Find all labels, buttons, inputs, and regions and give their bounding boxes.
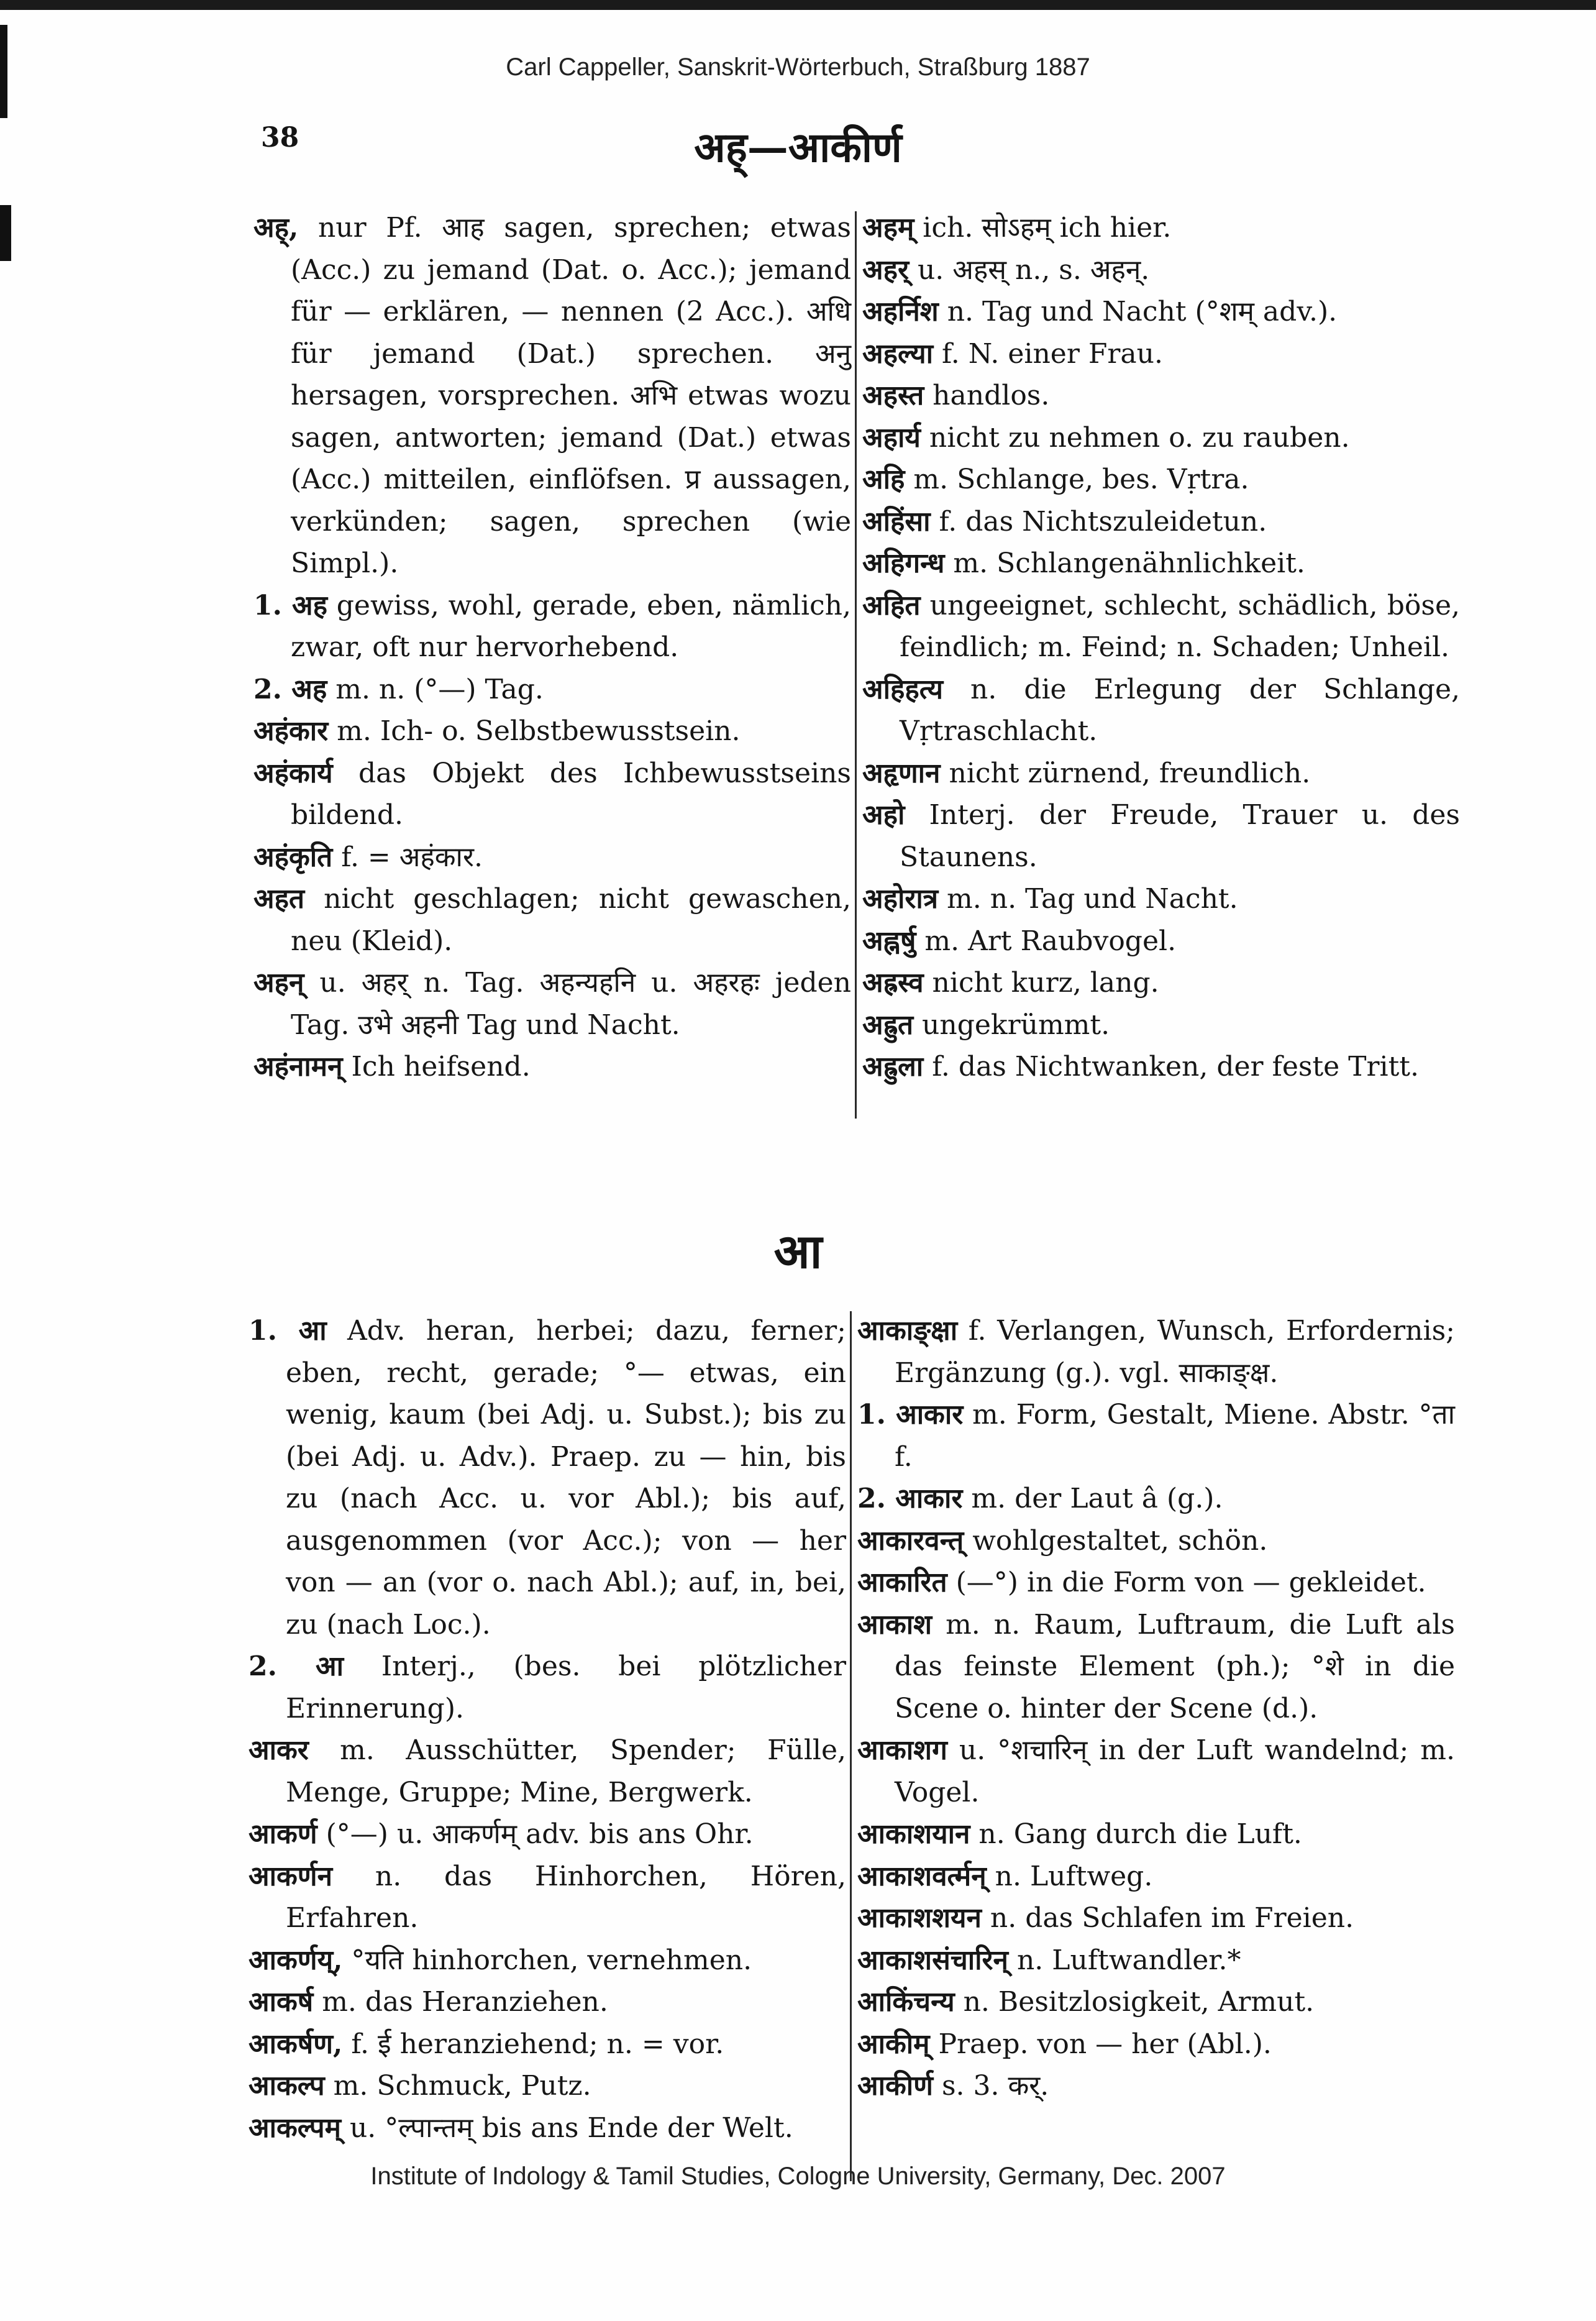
entry-definition: m. der Laut â (g.). — [962, 1483, 1223, 1514]
entry-headword: आकर्षण, — [249, 2028, 343, 2060]
dictionary-entry — [249, 1729, 846, 1813]
entry-definition: n. Besitzlosigkeit, Armut. — [954, 1986, 1315, 2018]
column-top-right — [862, 207, 1460, 1088]
dictionary-entry — [253, 710, 851, 753]
entry-headword: आकिंचन्य — [857, 1986, 955, 2018]
entry-definition: das Objekt des Ichbewusstseins bildend. — [291, 757, 851, 831]
entry-definition: u. अहर् n. Tag. अहन्यहनि u. अहरहः jeden Tag. उभे अहनी Tag und Nacht. — [291, 967, 851, 1041]
entry-headword: अहस्त — [862, 380, 924, 411]
entry-definition: Ich heifsend. — [342, 1051, 531, 1083]
entry-headword: आकाशयान — [857, 1818, 970, 1850]
entry-definition: Adv. heran, herbei; dazu, ferner; eben, recht, gerade; °— etwas, ein wenig, kaum (bei Adj. u. Subst.); bis zu (bei Adj. u. Adv.). Praep. zu — hin, bis zu (nach Acc. u. vor Abl.); bis auf, ausgenommen (vor Acc.); von — her von — an (vor o. nach Abl.); auf, in, bei, zu (nach Loc.). — [286, 1315, 846, 1641]
entry-headword: अहिहत्य — [862, 673, 944, 705]
entry-definition: n. Luftwandler.* — [1008, 1944, 1241, 1976]
dictionary-entry — [862, 333, 1460, 375]
entry-headword: आकल्पम् — [249, 2112, 341, 2144]
entry-headword: अहिगन्ध — [862, 547, 945, 579]
entry-definition: m. n. Raum, Luftraum, die Luft als das feinste Element (ph.); °शे in die Scene o. hinter der Scene (d.). — [895, 1608, 1455, 1724]
entry-headword: अहित — [862, 589, 921, 621]
entry-definition: m. Form, Gestalt, Miene. Abstr. °ता f. — [895, 1399, 1455, 1473]
dictionary-entry — [857, 1897, 1455, 1939]
dictionary-entry — [253, 669, 851, 711]
dictionary-entry — [862, 962, 1460, 1004]
dictionary-entry — [253, 585, 851, 669]
dictionary-entry — [253, 962, 851, 1046]
entry-definition: Interj., (bes. bei plötzlicher Erinnerung). — [286, 1650, 846, 1724]
dictionary-entry — [857, 1813, 1455, 1856]
column-bottom-left — [249, 1310, 846, 2149]
entry-headword: 1. आ — [249, 1315, 327, 1347]
dictionary-entry — [857, 1981, 1455, 2023]
dictionary-entry — [862, 1004, 1460, 1046]
page-header: Carl Cappeller, Sanskrit-Wörterbuch, Straßburg 1887 — [506, 53, 1090, 81]
column-divider-top — [855, 211, 857, 1119]
dictionary-entry — [253, 1046, 851, 1088]
scan-mark-left — [0, 205, 11, 261]
dictionary-entry — [857, 1562, 1455, 1604]
entry-definition: f. Verlangen, Wunsch, Erfordernis; Ergänzung (g.). vgl. साकाङ्क्ष. — [895, 1315, 1455, 1389]
column-top-left — [253, 207, 851, 1088]
entry-definition: Interj. der Freude, Trauer u. des Staunens. — [900, 799, 1460, 873]
entry-headword: 1. अह — [253, 589, 327, 621]
dictionary-entry — [862, 249, 1460, 291]
dictionary-entry — [253, 878, 851, 962]
entry-headword: आकारवन्त् — [857, 1524, 964, 1557]
entry-definition: gewiss, wohl, gerade, eben, nämlich, zwar, oft nur hervorhebend. — [291, 589, 852, 663]
entry-definition: nicht zu nehmen o. zu rauben. — [920, 421, 1350, 454]
dictionary-entry — [862, 291, 1460, 333]
entry-definition: m. das Heranziehen. — [313, 1986, 608, 2018]
entry-headword: अहृणान — [862, 757, 941, 789]
page-number: 38 — [261, 122, 299, 153]
entry-definition: f. = अहंकार. — [332, 841, 483, 873]
entry-definition: m. Ich- o. Selbstbewusstsein. — [328, 715, 741, 747]
entry-definition: n. das Schlafen im Freien. — [981, 1902, 1354, 1934]
dictionary-entry — [249, 1856, 846, 1939]
entry-definition: Praep. von — her (Abl.). — [929, 2028, 1272, 2060]
entry-headword: अहंनामन् — [253, 1051, 343, 1083]
section-letter: आ — [773, 1224, 823, 1279]
dictionary-entry — [862, 1046, 1460, 1088]
entry-definition: m. Schlangenähnlichkeit. — [944, 547, 1305, 579]
dictionary-entry — [249, 1981, 846, 2023]
entry-headword: आकर्णन — [249, 1860, 332, 1892]
entry-definition: m. Ausschütter, Spender; Fülle, Menge, Gruppe; Mine, Bergwerk. — [286, 1734, 846, 1808]
entry-definition: ungekrümmt. — [913, 1009, 1110, 1041]
page-footer: Institute of Indology & Tamil Studies, Cologne University, Germany, Dec. 2007 — [370, 2163, 1226, 2190]
entry-headword: अह्रस्व — [862, 967, 924, 999]
dictionary-entry — [253, 753, 851, 836]
entry-definition: m. Art Raubvogel. — [916, 925, 1177, 957]
dictionary-entry — [862, 669, 1460, 753]
dictionary-entry — [862, 501, 1460, 543]
entry-headword: आकीम् — [857, 2028, 930, 2060]
dictionary-entry — [857, 1478, 1455, 1520]
dictionary-entry — [857, 1310, 1455, 1394]
entry-definition: m. Schlange, bes. Vṛtra. — [905, 464, 1249, 495]
dictionary-entry — [253, 836, 851, 879]
entry-definition: u. °ल्पान्तम् bis ans Ende der Welt. — [340, 2112, 793, 2144]
entry-definition: f. ई heranziehend; n. = vor. — [342, 2028, 724, 2060]
entry-headword: अह्, — [253, 212, 299, 244]
entry-headword: अह्रुला — [862, 1051, 924, 1083]
entry-headword: अहंकृति — [253, 841, 333, 873]
entry-definition: f. das Nichtwanken, der feste Tritt. — [923, 1051, 1419, 1083]
entry-headword: अहल्या — [862, 337, 934, 370]
dictionary-entry — [249, 1646, 846, 1729]
dictionary-entry — [249, 1310, 846, 1646]
dictionary-entry — [862, 417, 1460, 459]
entry-definition: nur Pf. आह sagen, sprechen; etwas (Acc.) zu jemand (Dat. o. Acc.); jemand für — erklären, — nennen (2 Acc.). अधि für jemand (Dat.) sprechen. अनु hersagen, vorsprechen. अभि etwas wozu sagen, antworten; jemand (Dat.) etwas (Acc.) mitteilen, einflöfsen. प्र aussagen, verkünden; sagen, sprechen (wie Simpl.). — [291, 212, 851, 579]
entry-definition: f. N. einer Frau. — [933, 337, 1163, 370]
entry-headword: अहि — [862, 464, 905, 495]
dictionary-entry — [857, 2023, 1455, 2066]
entry-headword: अहन् — [253, 967, 304, 999]
entry-headword: अहोरात्र — [862, 883, 939, 915]
entry-headword: 2. आकार — [857, 1483, 963, 1514]
entry-definition: nicht zürnend, freundlich. — [940, 757, 1311, 789]
dictionary-entry — [253, 207, 851, 585]
entry-definition: n. das Hinhorchen, Hören, Erfahren. — [286, 1860, 846, 1934]
dictionary-entry — [862, 542, 1460, 585]
entry-headword: आकाश — [857, 1608, 933, 1641]
entry-definition: wohlgestaltet, schön. — [964, 1524, 1268, 1557]
dictionary-entry — [862, 585, 1460, 669]
entry-headword: 1. आकार — [857, 1399, 964, 1431]
entry-headword: अहार्य — [862, 421, 921, 454]
dictionary-entry — [857, 1856, 1455, 1898]
entry-headword: आकल्प — [249, 2070, 325, 2102]
dictionary-entry — [862, 794, 1460, 878]
entry-definition: u. °शचारिन् in der Luft wandelnd; m. Vogel. — [895, 1734, 1455, 1808]
entry-headword: अहत — [253, 883, 305, 915]
entry-definition: m. n. (°—) Tag. — [327, 673, 544, 705]
entry-definition: nicht kurz, lang. — [923, 967, 1159, 999]
entry-headword: अहो — [862, 799, 905, 831]
entry-headword: 2. अह — [253, 673, 327, 705]
entry-headword: अहर् — [862, 254, 909, 286]
entry-definition: handlos. — [924, 380, 1050, 411]
entry-definition: n. Luftweg. — [986, 1860, 1153, 1892]
entry-headword: अहर्निश — [862, 296, 939, 327]
entry-headword: आकारित — [857, 1567, 947, 1598]
dictionary-entry — [249, 2023, 846, 2066]
scan-top-edge — [0, 0, 1596, 10]
dictionary-entry — [249, 2065, 846, 2107]
entry-definition: f. das Nichtszuleidetun. — [930, 505, 1267, 538]
entry-headword: आकाङ्क्षा — [857, 1315, 958, 1347]
dictionary-entry — [862, 459, 1460, 501]
dictionary-entry — [862, 878, 1460, 920]
entry-definition: m. n. Tag und Nacht. — [938, 883, 1238, 915]
entry-definition: n. die Erlegung der Schlange, Vṛtraschlacht. — [900, 673, 1460, 747]
entry-definition: nicht geschlagen; nicht gewaschen, neu (Kleid). — [291, 883, 851, 957]
entry-headword: आकर — [249, 1734, 309, 1766]
entry-headword: अहम् — [862, 212, 914, 244]
column-divider-bottom — [850, 1311, 852, 2181]
dictionary-entry — [862, 920, 1460, 963]
dictionary-entry — [862, 207, 1460, 249]
entry-headword: 2. आ — [249, 1650, 344, 1682]
entry-definition: s. 3. कर्. — [933, 2070, 1049, 2102]
entry-definition: °यति hinhorchen, vernehmen. — [342, 1944, 752, 1976]
entry-definition: n. Gang durch die Luft. — [970, 1818, 1302, 1850]
dictionary-entry — [249, 2107, 846, 2149]
entry-headword: अह्नर्षु — [862, 925, 916, 957]
dictionary-entry — [857, 1604, 1455, 1730]
entry-headword: आकाशसंचारिन् — [857, 1944, 1008, 1976]
dictionary-entry — [857, 1394, 1455, 1478]
entry-headword: आकर्णय्, — [249, 1944, 343, 1976]
entry-definition: (—°) in die Form von — gekleidet. — [947, 1567, 1426, 1598]
entry-headword: आकीर्ण — [857, 2070, 933, 2102]
entry-headword: अह्रुत — [862, 1009, 914, 1041]
dictionary-entry — [857, 1729, 1455, 1813]
entry-definition: u. अहस् n., s. अहन्. — [908, 254, 1150, 286]
dictionary-entry — [862, 375, 1460, 417]
running-head: अह्—आकीर्ण — [694, 123, 902, 172]
entry-headword: आकाशग — [857, 1734, 947, 1766]
entry-definition: ungeeignet, schlecht, schädlich, böse, feindlich; m. Feind; n. Schaden; Unheil. — [900, 589, 1460, 663]
entry-headword: अहंकार्य — [253, 757, 333, 789]
entry-headword: आकर्ष — [249, 1986, 314, 2018]
entry-headword: आकर्ण — [249, 1818, 317, 1850]
dictionary-entry — [249, 1813, 846, 1856]
dictionary-entry — [857, 1520, 1455, 1562]
dictionary-entry — [857, 1939, 1455, 1982]
entry-headword: आकाशशयन — [857, 1902, 982, 1934]
entry-definition: n. Tag und Nacht (°शम् adv.). — [938, 296, 1338, 327]
entry-headword: आकाशवर्त्मन् — [857, 1860, 987, 1892]
dictionary-entry — [249, 1939, 846, 1982]
entry-headword: अहंकार — [253, 715, 329, 747]
column-bottom-right — [857, 1310, 1455, 2107]
entry-definition: ich. सोऽहम् ich hier. — [914, 212, 1172, 244]
entry-definition: m. Schmuck, Putz. — [324, 2070, 591, 2102]
dictionary-entry — [857, 2065, 1455, 2107]
entry-definition: (°—) u. आकर्णम् adv. bis ans Ohr. — [317, 1818, 754, 1850]
dictionary-entry — [862, 753, 1460, 795]
entry-headword: अहिंसा — [862, 505, 931, 538]
